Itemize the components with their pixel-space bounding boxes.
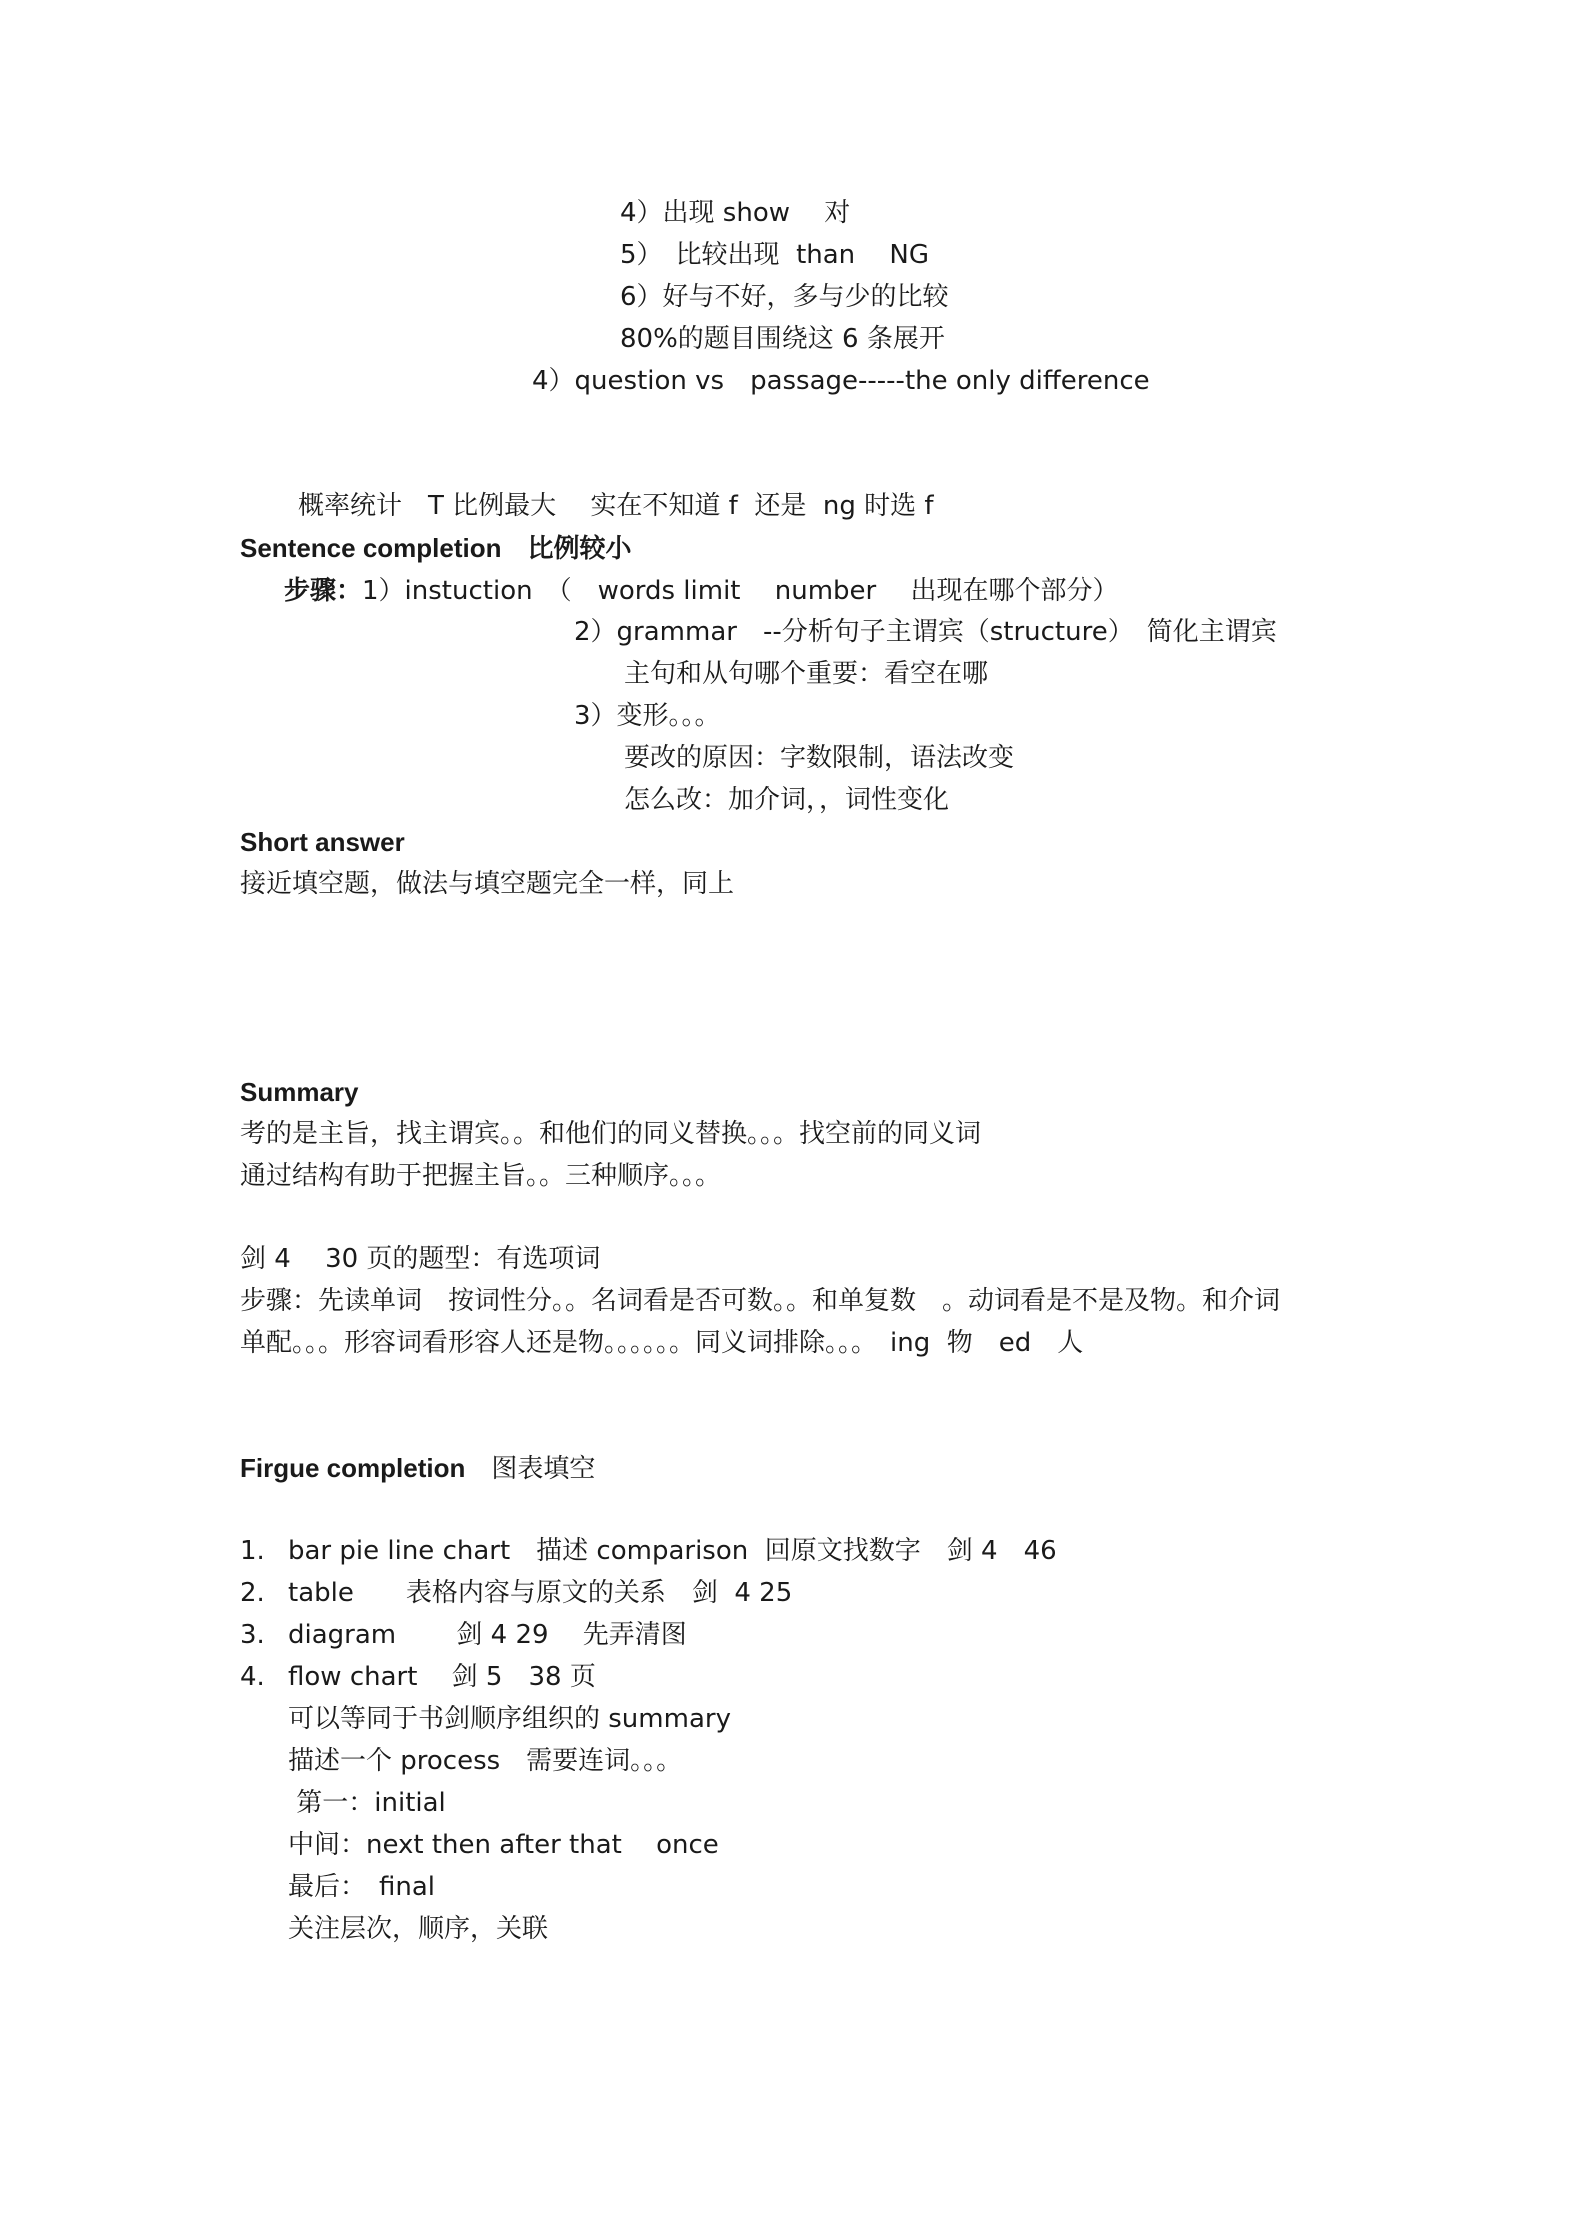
list-text: diagram 剑 4 29 先弄清图: [288, 1620, 687, 1650]
tf-rule-summary: 80%的题目围绕这 6 条展开: [620, 324, 945, 354]
step-1-text: 1）instuction （ words limit number 出现在哪个部分）: [362, 576, 1119, 606]
list-number: 4.: [240, 1662, 265, 1692]
list-text: bar pie line chart 描述 comparison 回原文找数字 剑 4 46: [288, 1536, 1057, 1566]
summary-jian4: 剑 4 30 页的题型：有选项词: [240, 1244, 601, 1274]
flow-note-2: 描述一个 process 需要连词。。。: [288, 1746, 683, 1776]
list-text: table 表格内容与原文的关系 剑 4 25: [288, 1578, 793, 1608]
summary-line-2: 通过结构有助于把握主旨。。三种顺序。。。: [240, 1161, 722, 1191]
figure-completion-note: 图表填空: [491, 1454, 596, 1484]
sentence-completion-heading: Sentence completion: [240, 533, 502, 563]
sentence-step-2-note: 主句和从句哪个重要：看空在哪: [624, 659, 989, 689]
sentence-step-3-how: 怎么改：加介词，，词性变化: [624, 785, 950, 815]
sentence-step-3: 3）变形。。。: [574, 701, 721, 731]
flow-note-4: 中间：next then after that once: [288, 1830, 719, 1860]
tf-rule-5: 5） 比较出现 than NG: [620, 240, 930, 270]
probability-note: 概率统计 T 比例最大 实在不知道 f 还是 ng 时选 f: [298, 491, 934, 521]
tf-rule-4: 4）出现 show 对: [620, 198, 851, 228]
tf-rule-6: 6）好与不好，多与少的比较: [620, 282, 949, 312]
short-answer-text: 接近填空题，做法与填空题完全一样，同上: [240, 869, 735, 899]
summary-heading: Summary: [240, 1077, 359, 1107]
flow-note-3: 第一：initial: [288, 1788, 446, 1818]
summary-line-1: 考的是主旨，找主谓宾。。和他们的同义替换。。。找空前的同义词: [240, 1119, 982, 1149]
summary-steps-line-2: 单配。。。形容词看形容人还是物。。。。。。同义词排除。。。 ing 物 ed 人: [240, 1328, 1084, 1358]
tf-question-vs-passage: 4）question vs passage-----the only difference: [532, 366, 1150, 396]
figure-completion-heading-row: [240, 1452, 595, 1485]
figure-completion-heading: Firgue completion: [240, 1453, 466, 1483]
flow-note-6: 关注层次，顺序，关联: [288, 1914, 549, 1944]
short-answer-heading: Short answer: [240, 827, 405, 857]
sentence-step-1: [284, 574, 1119, 607]
steps-label: 步骤：: [284, 575, 363, 605]
list-text: flow chart 剑 5 38 页: [288, 1662, 596, 1692]
list-number: 2.: [240, 1578, 265, 1608]
list-number: 1.: [240, 1536, 265, 1566]
sentence-completion-note: 比例较小: [527, 533, 632, 563]
list-number: 3.: [240, 1620, 265, 1650]
sentence-step-3-reason: 要改的原因：字数限制，语法改变: [624, 743, 1015, 773]
flow-note-5: 最后： final: [288, 1872, 436, 1902]
sentence-step-2: 2）grammar --分析句子主谓宾（structure） 简化主谓宾: [574, 617, 1277, 647]
sentence-completion-heading-row: [240, 532, 632, 565]
flow-note-1: 可以等同于书剑顺序组织的 summary: [288, 1704, 731, 1734]
summary-steps-line-1: 步骤：先读单词 按词性分。。名词看是否可数。。和单复数 。动词看是不是及物。和介词: [240, 1286, 1281, 1316]
